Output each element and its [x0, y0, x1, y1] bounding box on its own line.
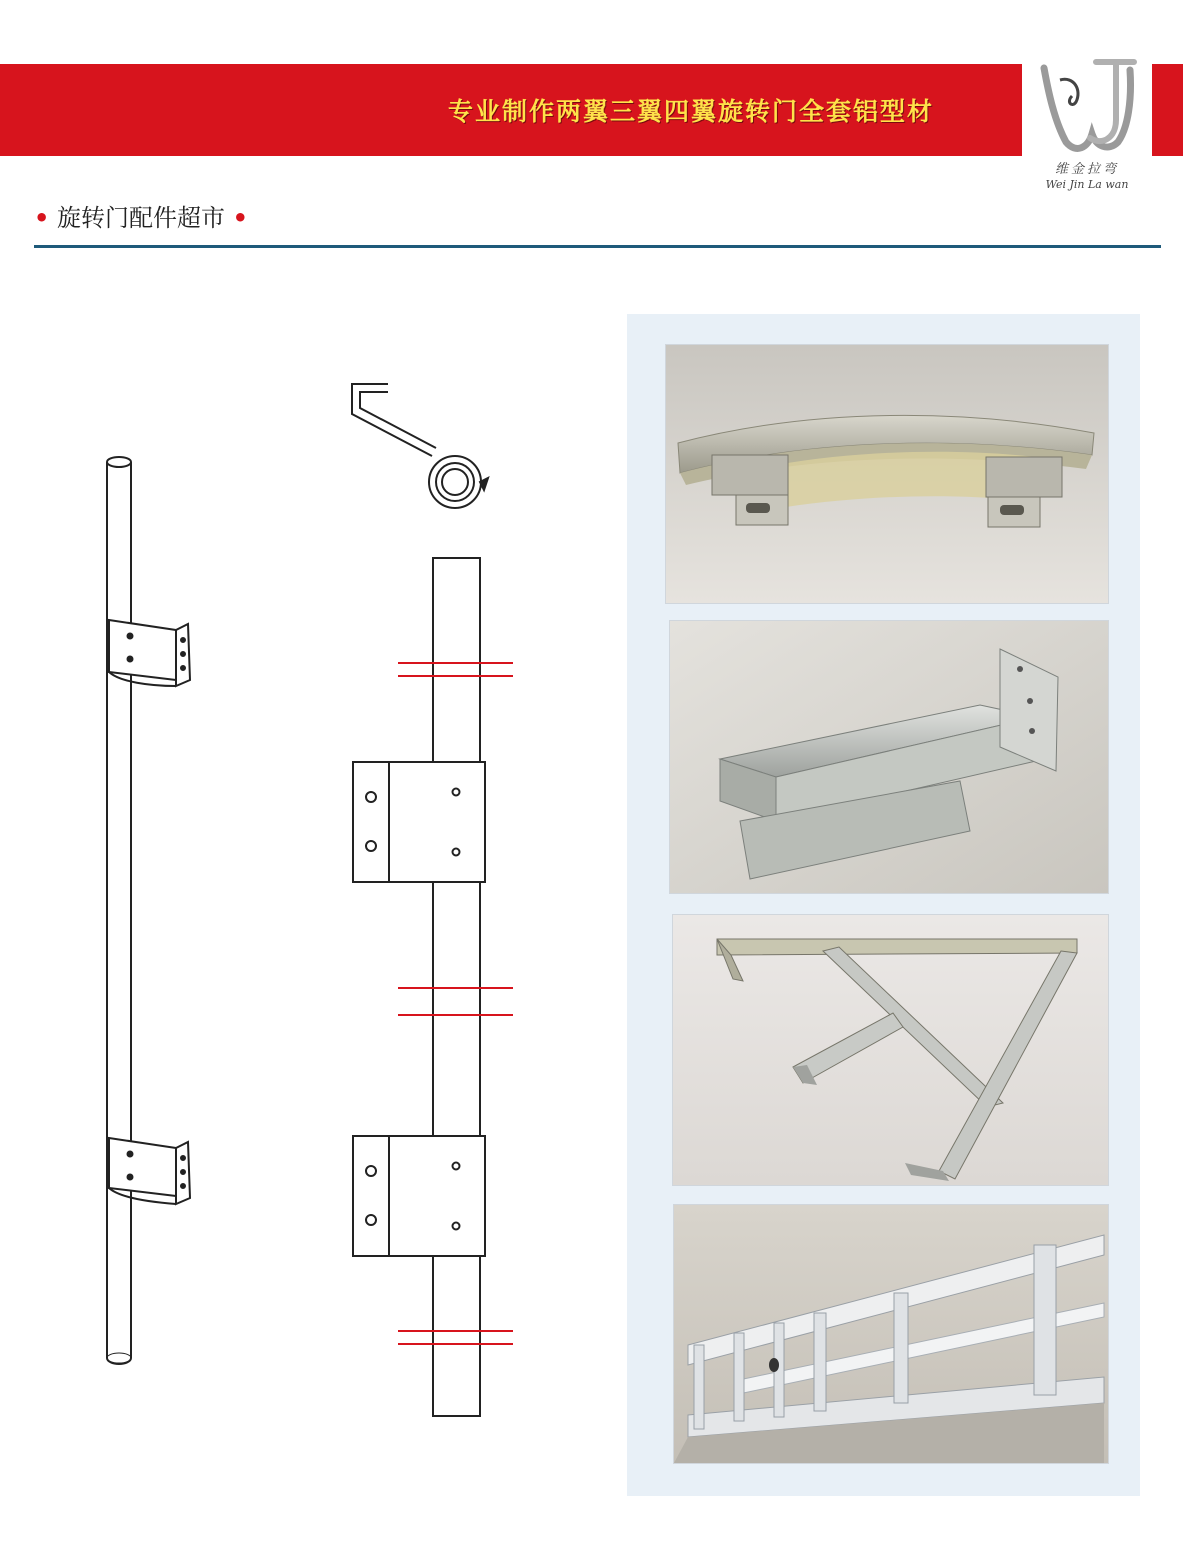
- photo-panel: [627, 314, 1140, 1496]
- triangle-frame-photo: [672, 914, 1109, 1186]
- long-frame-photo: [673, 1204, 1109, 1464]
- section-divider: [34, 245, 1161, 248]
- brand-logo: [1022, 50, 1152, 200]
- section-heading: [34, 198, 248, 232]
- bullet-right: •: [232, 204, 248, 232]
- bullet-left: •: [34, 204, 50, 232]
- long-aluminum-frame-icon: [674, 1205, 1108, 1463]
- logo-chinese-text: 维金拉弯: [1054, 162, 1119, 177]
- triangle-aluminum-frame-icon: [673, 915, 1108, 1185]
- hook-profile-drawing: [352, 384, 488, 508]
- curved-bracket-photo: [665, 344, 1109, 604]
- logo-english-text: Wei Jin La wan: [1045, 178, 1129, 191]
- l-aluminum-bracket-icon: [670, 621, 1108, 893]
- section-title-text: 旋转门配件超市: [56, 204, 225, 232]
- curved-aluminum-bracket-icon: [666, 345, 1108, 603]
- l-bracket-photo: [669, 620, 1109, 894]
- pole-isometric-drawing: [107, 457, 190, 1364]
- header-title: 专业制作两翼三翼四翼旋转门全套铝型材: [448, 97, 935, 126]
- wj-logo-icon: [1030, 50, 1144, 160]
- technical-drawing: [0, 300, 600, 1430]
